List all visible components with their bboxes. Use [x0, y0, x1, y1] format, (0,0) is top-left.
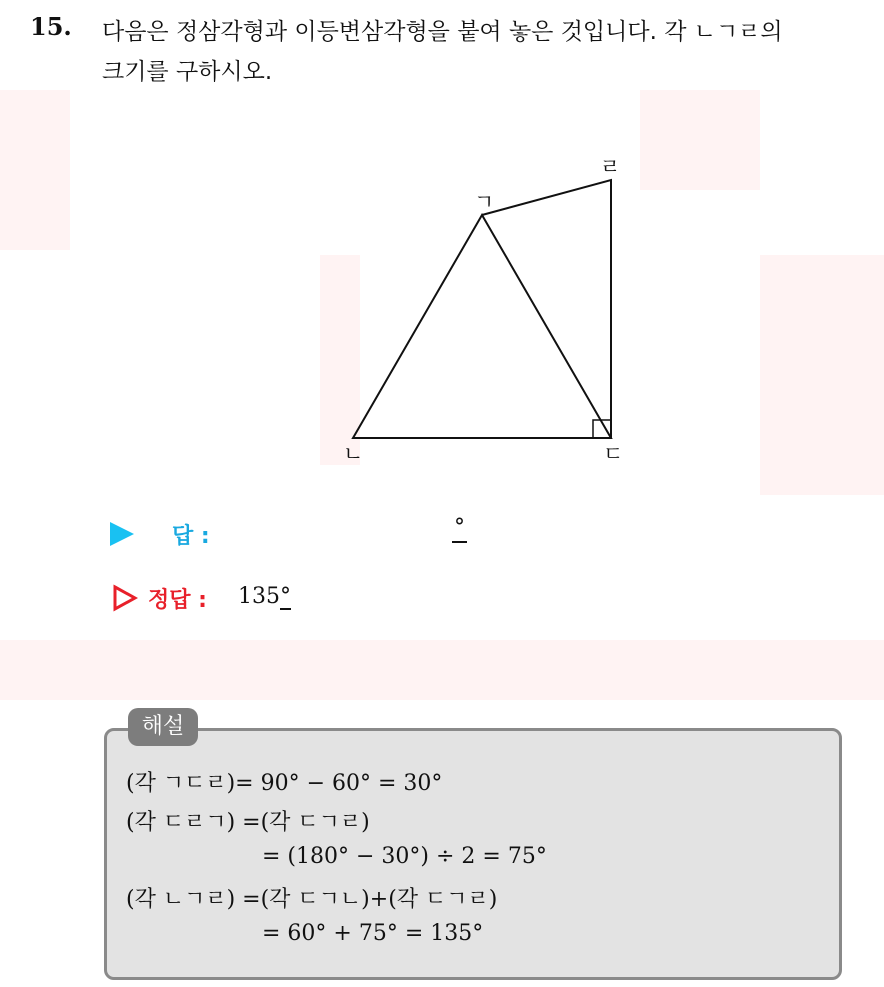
explanation-tag: 해설 [128, 708, 198, 746]
answer-label: 답 : [172, 524, 210, 549]
explanation-line: (각 ㄴㄱㄹ) =(각 ㄷㄱㄴ)+(각 ㄷㄱㄹ) [126, 887, 498, 912]
explanation-line: = 60° + 75° = 135° [262, 921, 484, 946]
equilateral-triangle [353, 215, 611, 438]
explanation-line: = (180° − 30°) ÷ 2 = 75° [262, 844, 547, 869]
correct-arrow-icon [112, 584, 138, 612]
vertex-label-bottom-left: ㄴ [343, 442, 364, 466]
answer-blank-unit[interactable]: ° [452, 515, 467, 543]
isosceles-triangle [482, 180, 611, 438]
question-number: 15. [30, 12, 72, 41]
question-text-line: 크기를 구하시오. [102, 59, 273, 85]
correct-answer-label: 정답 : [148, 588, 207, 613]
explanation-line: (각 ㄱㄷㄹ)= 90° − 60° = 30° [126, 771, 443, 796]
explanation-line: (각 ㄷㄹㄱ) =(각 ㄷㄱㄹ) [126, 810, 370, 835]
vertex-label-top-right: ㄹ [600, 155, 621, 179]
correct-answer [238, 584, 291, 610]
answer-arrow-icon [110, 522, 134, 546]
correct-answer-value: 135 [238, 584, 280, 609]
question-text-line: 다음은 정삼각형과 이등변삼각형을 붙여 놓은 것입니다. 각 ㄴㄱㄹ의 [102, 19, 783, 45]
correct-answer-unit: ° [280, 584, 291, 609]
background-tint [0, 640, 884, 700]
vertex-label-top: ㄱ [474, 190, 495, 214]
vertex-label-bottom-right: ㄷ [603, 442, 624, 466]
